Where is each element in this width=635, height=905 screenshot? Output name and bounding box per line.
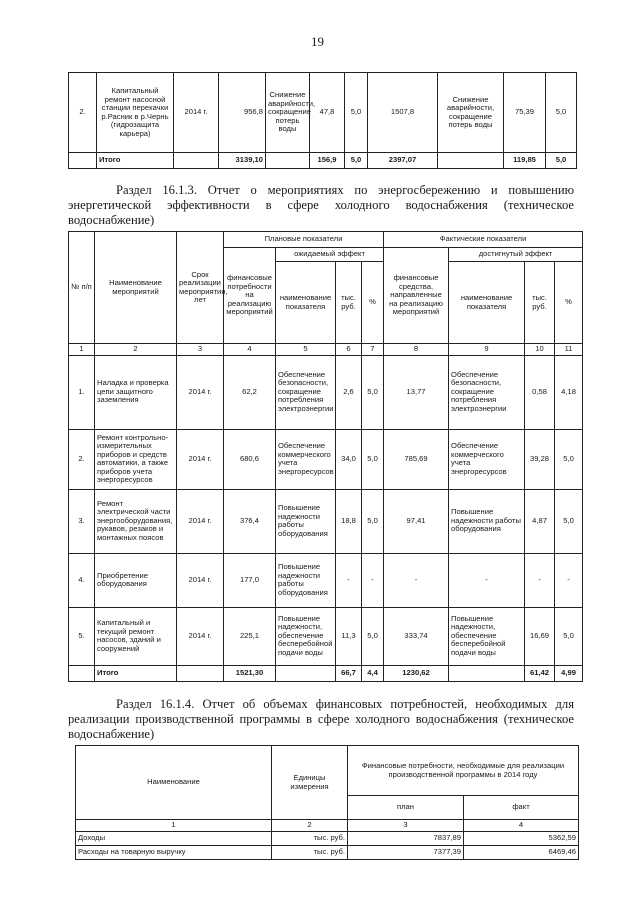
total-achieved-pct: 4,99 <box>555 665 583 681</box>
header-fact: факт <box>464 796 579 820</box>
energy-saving-table <box>68 231 583 682</box>
section-16-1-3-title <box>68 183 574 228</box>
header-rub: тыс. руб. <box>336 262 362 344</box>
table-row <box>76 845 579 859</box>
planned-effect-rub: - <box>336 553 362 607</box>
planned-effect-rub: 34,0 <box>336 429 362 489</box>
planned-effect: Повышение надежности, обеспечение бесперебойной подачи воды <box>276 607 336 665</box>
planned-effect-pct: - <box>362 553 384 607</box>
table-row <box>69 355 583 429</box>
table-row <box>69 73 577 153</box>
total-actual-financing: 2397,07 <box>368 153 438 169</box>
total-planned-pct: 4,4 <box>362 665 384 681</box>
financial-need: 225,1 <box>224 607 276 665</box>
planned-effect-rub: 11,3 <box>336 607 362 665</box>
achieved-effect: - <box>449 553 525 607</box>
total-planned-rub: 156,9 <box>310 153 345 169</box>
column-number: 4 <box>464 820 579 832</box>
header-actual-pct: % <box>555 262 583 344</box>
header-actual-financing: финансовые средства, направленные на реализацию мероприятий <box>384 248 449 344</box>
planned-effect: Повышение надежности работы оборудования <box>276 489 336 553</box>
measure-name: Наладка и проверка цепи защитного заземления <box>95 355 177 429</box>
column-number: 3 <box>348 820 464 832</box>
planned-effect-rub: 2,6 <box>336 355 362 429</box>
planned-effect-rub: 18,8 <box>336 489 362 553</box>
total-label: Итого <box>95 665 177 681</box>
column-number: 4 <box>224 344 276 356</box>
planned-effect: Повышение надежности работы оборудования <box>276 553 336 607</box>
total-actual-financing: 1230,62 <box>384 665 449 681</box>
planned-effect: Обеспечение безопасности, сокращение потребления электроэнергии <box>276 355 336 429</box>
total-row <box>69 665 583 681</box>
actual-financing: - <box>384 553 449 607</box>
financial-need: 177,0 <box>224 553 276 607</box>
header-achieved-effect: достигнутый эффект <box>449 248 583 262</box>
table-row <box>69 429 583 489</box>
term: 2014 г. <box>177 489 224 553</box>
total-achieved-pct: 5,0 <box>546 153 577 169</box>
header-financial-needs: Финансовые потребности, необходимые для реализации производственной программы в 2014 году <box>348 746 579 796</box>
total-planned-rub: 66,7 <box>336 665 362 681</box>
actual-financing: 333,74 <box>384 607 449 665</box>
planned-effect-rub: 47,8 <box>310 73 345 153</box>
column-numbers-row <box>69 344 583 356</box>
header-plan: план <box>348 796 464 820</box>
planned-effect-pct: 5,0 <box>362 607 384 665</box>
header-name: Наименование мероприятий <box>95 232 177 344</box>
planned-effect-pct: 5,0 <box>362 489 384 553</box>
actual-financing: 13,77 <box>384 355 449 429</box>
total-achieved-rub: 119,85 <box>504 153 546 169</box>
achieved-effect-rub: 0,58 <box>525 355 555 429</box>
header-actual-effect-name: наименование показателя <box>449 262 525 344</box>
page-number: 19 <box>311 34 324 49</box>
term: 2014 г. <box>177 553 224 607</box>
row-number: 5. <box>69 607 95 665</box>
row-plan: 7377,39 <box>348 845 464 859</box>
header-unit: Единицы измерения <box>272 746 348 820</box>
table-row <box>69 489 583 553</box>
achieved-effect-rub: 39,28 <box>525 429 555 489</box>
planned-effect: Обеспечение коммерческого учета энергоресурсов <box>276 429 336 489</box>
achieved-effect-rub: 75,39 <box>504 73 546 153</box>
actual-financing: 1507,8 <box>368 73 438 153</box>
header-fin-need: финансовые потребности на реализацию мероприятий <box>224 248 276 344</box>
section-16-1-4-title <box>68 697 574 742</box>
total-label: Итого <box>97 153 174 169</box>
measure-name: Ремонт контрольно-измерительных приборов и средств автоматики, а также приборов учета энергоресурсов <box>95 429 177 489</box>
column-number: 9 <box>449 344 525 356</box>
header-num: № п/п <box>69 232 95 344</box>
achieved-effect-pct: 5,0 <box>546 73 577 153</box>
measure-name: Ремонт электрической части энергооборудования, рукавов, резаков и монтажных поясов <box>95 489 177 553</box>
measure-name: Приобретение оборудования <box>95 553 177 607</box>
actual-financing: 97,41 <box>384 489 449 553</box>
planned-effect-pct: 5,0 <box>345 73 368 153</box>
row-fact: 5362,59 <box>464 831 579 845</box>
column-number: 10 <box>525 344 555 356</box>
achieved-effect-pct: 5,0 <box>555 489 583 553</box>
achieved-effect: Повышение надежности работы оборудования <box>449 489 525 553</box>
column-number: 1 <box>69 344 95 356</box>
achieved-effect-rub: 16,69 <box>525 607 555 665</box>
planned-effect: Снижение аварийности, сокращение потерь воды <box>266 73 310 153</box>
achieved-effect-pct: 5,0 <box>555 607 583 665</box>
header-term: Срок реализации мероприятия, лет <box>177 232 224 344</box>
financial-needs-table <box>75 745 579 860</box>
row-unit: тыс. руб. <box>272 831 348 845</box>
row-fact: 6469,46 <box>464 845 579 859</box>
achieved-effect: Обеспечение безопасности, сокращение потребления электроэнергии <box>449 355 525 429</box>
achieved-effect-rub: 4,87 <box>525 489 555 553</box>
total-row <box>69 153 577 169</box>
column-number: 3 <box>177 344 224 356</box>
achieved-effect-pct: - <box>555 553 583 607</box>
column-number: 6 <box>336 344 362 356</box>
section-title-text: Раздел 16.1.4. Отчет об объемах финансовых потребностей, необходимых для реализации производственной программы в сфере холодного водоснабжения (техническое водоснабжение) <box>68 697 574 741</box>
measure-name: Капитальный ремонт насосной станции перекачки р.Расник в р.Чернь (гидрозащита карьера) <box>97 73 174 153</box>
planned-effect-pct: 5,0 <box>362 355 384 429</box>
header-expected-effect: ожидаемый эффект <box>276 248 384 262</box>
term: 2014 г. <box>177 355 224 429</box>
row-plan: 7837,89 <box>348 831 464 845</box>
achieved-effect-pct: 5,0 <box>555 429 583 489</box>
row-number: 2. <box>69 429 95 489</box>
measure-name: Капитальный и текущий ремонт насосов, зданий и сооружений <box>95 607 177 665</box>
column-numbers-row <box>76 820 579 832</box>
section-title-text: Раздел 16.1.3. Отчет о мероприятиях по энергосбережению и повышению энергетической эффективности в сфере холодного водоснабжения (техническое водоснабжение) <box>68 183 574 227</box>
financial-need: 62,2 <box>224 355 276 429</box>
financial-need: 376,4 <box>224 489 276 553</box>
row-name: Расходы на товарную выручку <box>76 845 272 859</box>
planned-effect-pct: 5,0 <box>362 429 384 489</box>
term: 2014 г. <box>177 429 224 489</box>
row-number: 1. <box>69 355 95 429</box>
total-achieved-rub: 61,42 <box>525 665 555 681</box>
row-number: 4. <box>69 553 95 607</box>
column-number: 8 <box>384 344 449 356</box>
column-number: 1 <box>76 820 272 832</box>
row-number: 2. <box>69 73 97 153</box>
table-row <box>76 831 579 845</box>
actual-financing: 785,69 <box>384 429 449 489</box>
header-actual-rub: тыс. руб. <box>525 262 555 344</box>
row-number: 3. <box>69 489 95 553</box>
column-number: 5 <box>276 344 336 356</box>
achieved-effect-pct: 4,18 <box>555 355 583 429</box>
header-actual-group: Фактические показатели <box>384 232 583 248</box>
row-name: Доходы <box>76 831 272 845</box>
column-number: 11 <box>555 344 583 356</box>
achieved-effect: Обеспечение коммерческого учета энергоресурсов <box>449 429 525 489</box>
total-financial-need: 3139,10 <box>219 153 266 169</box>
column-number: 2 <box>95 344 177 356</box>
financial-need: 680,6 <box>224 429 276 489</box>
continuation-table <box>68 72 577 169</box>
total-planned-pct: 5,0 <box>345 153 368 169</box>
row-unit: тыс. руб. <box>272 845 348 859</box>
achieved-effect: Повышение надежности, обеспечение бесперебойной подачи воды <box>449 607 525 665</box>
term: 2014 г. <box>177 607 224 665</box>
table-row <box>69 553 583 607</box>
table-row <box>69 607 583 665</box>
column-number: 2 <box>272 820 348 832</box>
header-effect-name: наименование показателя <box>276 262 336 344</box>
financial-need: 956,8 <box>219 73 266 153</box>
header-pct: % <box>362 262 384 344</box>
header-planned-group: Плановые показатели <box>224 232 384 248</box>
achieved-effect-rub: - <box>525 553 555 607</box>
achieved-effect: Снижение аварийности, сокращение потерь воды <box>438 73 504 153</box>
term: 2014 г. <box>174 73 219 153</box>
column-number: 7 <box>362 344 384 356</box>
total-financial-need: 1521,30 <box>224 665 276 681</box>
header-name: Наименование <box>76 746 272 820</box>
